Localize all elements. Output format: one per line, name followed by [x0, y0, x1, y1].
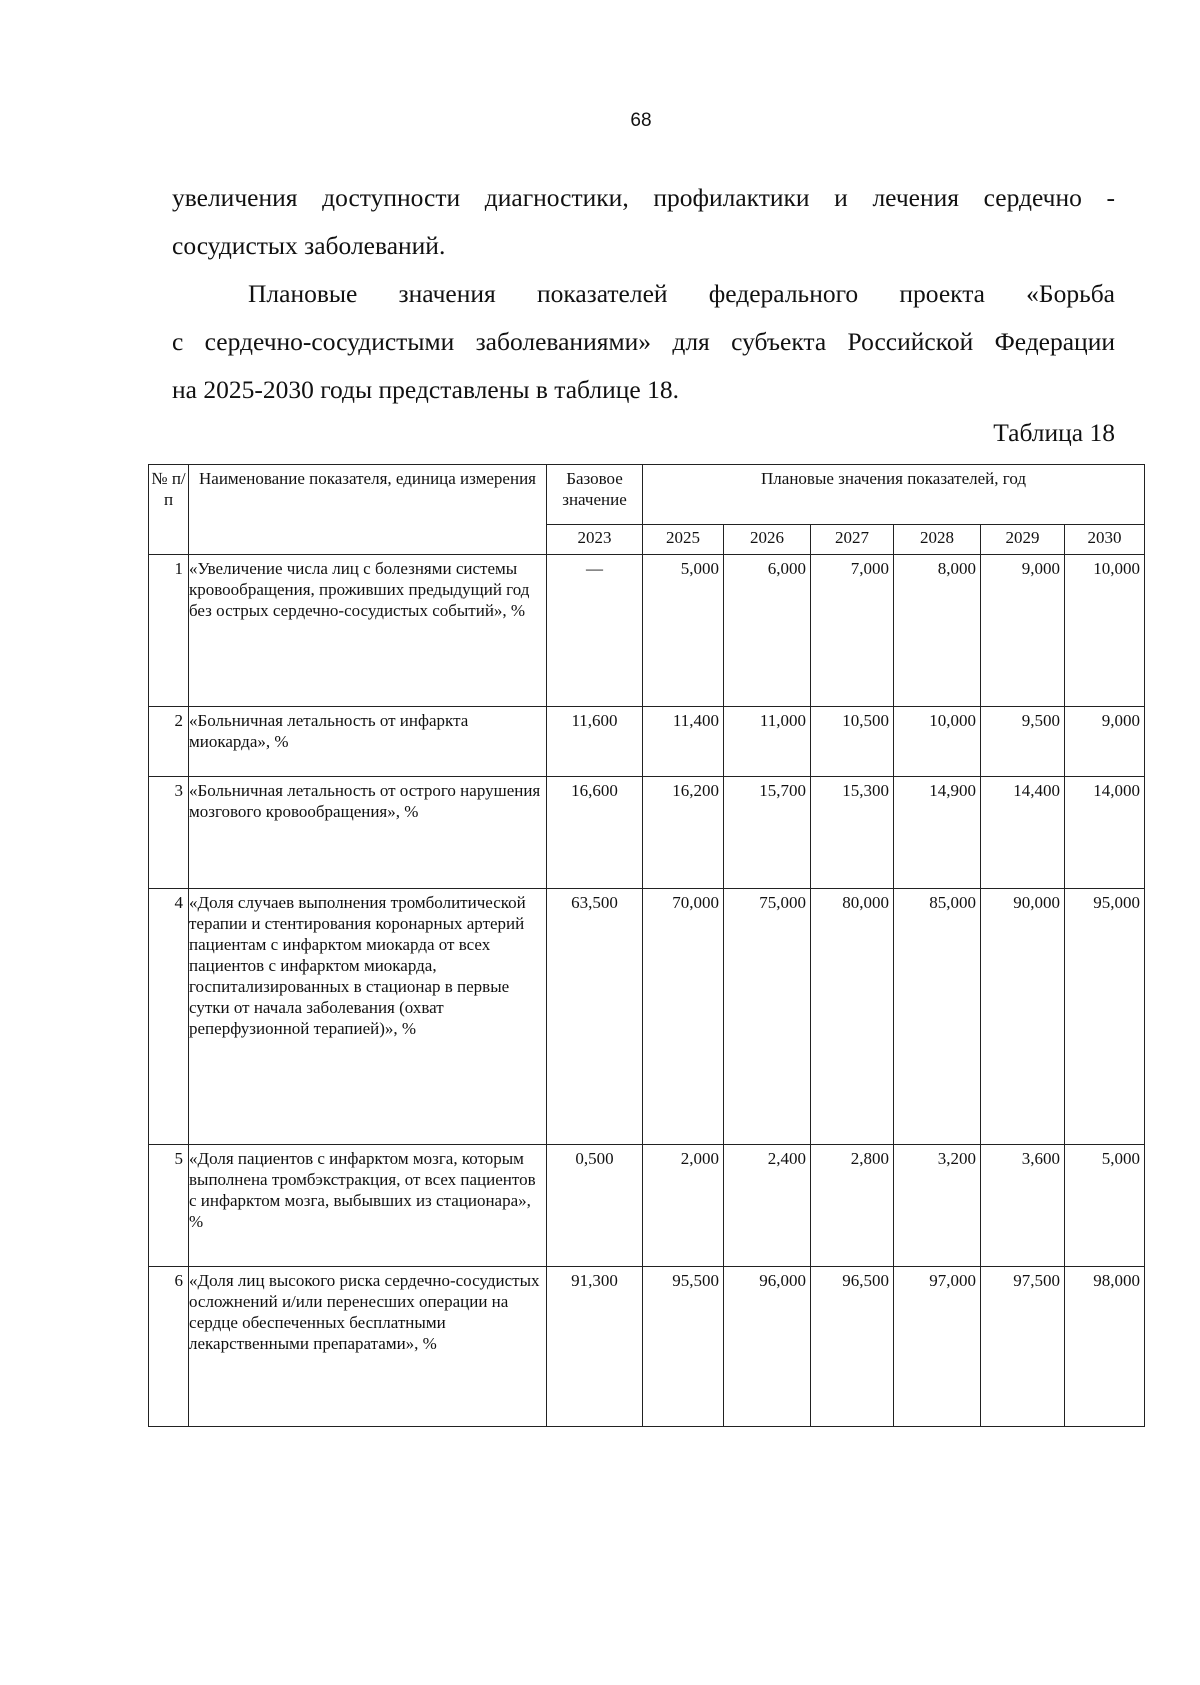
planned-value: 96,000	[724, 1267, 811, 1427]
paragraph-line: сосудистых заболеваний.	[172, 231, 446, 260]
planned-value: 80,000	[811, 889, 894, 1145]
page-number: 68	[630, 110, 652, 131]
indicator-name: «Доля случаев выполнения тромболитической терапии и стентирования коронарных артерий пациентам с инфарктом миокарда от всех пациентов с инфарктом миокарда, госпитализированных в стационар в первые сутки от начала заболевания (охват реперфузионной терапией)», %	[189, 889, 547, 1145]
header-year: 2030	[1065, 525, 1145, 555]
planned-value: 85,000	[894, 889, 981, 1145]
base-value: 0,500	[547, 1145, 643, 1267]
row-number: 3	[149, 777, 189, 889]
table-row	[149, 555, 1145, 707]
planned-value: 97,500	[981, 1267, 1065, 1427]
planned-value: 96,500	[811, 1267, 894, 1427]
indicators-table	[148, 464, 1145, 1427]
header-planned-values: Плановые значения показателей, год	[643, 465, 1145, 525]
planned-value: 10,000	[894, 707, 981, 777]
paragraph-intro	[172, 174, 1115, 270]
indicator-name: «Доля пациентов с инфарктом мозга, которым выполнена тромбэкстракция, от всех пациентов с инфарктом мозга, выбывших из стационара», %	[189, 1145, 547, 1267]
table-row	[149, 777, 1145, 889]
planned-value: 14,900	[894, 777, 981, 889]
row-number: 4	[149, 889, 189, 1145]
planned-value: 9,000	[1065, 707, 1145, 777]
planned-value: 9,500	[981, 707, 1065, 777]
planned-value: 98,000	[1065, 1267, 1145, 1427]
planned-value: 75,000	[724, 889, 811, 1145]
header-base-value: Базовое значение	[547, 465, 643, 525]
paragraph-line: Плановые значения показателей федерального проекта «Борьба	[248, 279, 1115, 308]
header-number: № п/п	[149, 465, 189, 555]
header-year: 2028	[894, 525, 981, 555]
indicator-name: «Увеличение числа лиц с болезнями системы кровообращения, проживших предыдущий год без острых сердечно-сосудистых событий», %	[189, 555, 547, 707]
planned-value: 2,000	[643, 1145, 724, 1267]
row-number: 5	[149, 1145, 189, 1267]
table-row	[149, 707, 1145, 777]
planned-value: 2,800	[811, 1145, 894, 1267]
header-year: 2023	[547, 525, 643, 555]
planned-value: 2,400	[724, 1145, 811, 1267]
planned-value: 5,000	[643, 555, 724, 707]
header-indicator-name: Наименование показателя, единица измерения	[189, 465, 547, 555]
planned-value: 7,000	[811, 555, 894, 707]
paragraph-table-reference	[172, 270, 1115, 414]
planned-value: 97,000	[894, 1267, 981, 1427]
planned-value: 3,600	[981, 1145, 1065, 1267]
planned-value: 8,000	[894, 555, 981, 707]
planned-value: 10,000	[1065, 555, 1145, 707]
indicator-name: «Доля лиц высокого риска сердечно-сосудистых осложнений и/или перенесших операции на сердце обеспеченных бесплатными лекарственными препаратами», %	[189, 1267, 547, 1427]
header-year: 2029	[981, 525, 1065, 555]
planned-value: 14,400	[981, 777, 1065, 889]
paragraph-line: с сердечно-сосудистыми заболеваниями» для субъекта Российской Федерации	[172, 327, 1115, 356]
row-number: 1	[149, 555, 189, 707]
row-number: 2	[149, 707, 189, 777]
header-year: 2027	[811, 525, 894, 555]
indicator-name: «Больничная летальность от инфаркта миокарда», %	[189, 707, 547, 777]
base-value: 11,600	[547, 707, 643, 777]
paragraph-line: на 2025-2030 годы представлены в таблице 18.	[172, 375, 679, 404]
planned-value: 6,000	[724, 555, 811, 707]
planned-value: 70,000	[643, 889, 724, 1145]
planned-value: 10,500	[811, 707, 894, 777]
planned-value: 3,200	[894, 1145, 981, 1267]
planned-value: 9,000	[981, 555, 1065, 707]
header-year: 2025	[643, 525, 724, 555]
base-value: 16,600	[547, 777, 643, 889]
base-value: —	[547, 555, 643, 707]
planned-value: 14,000	[1065, 777, 1145, 889]
planned-value: 5,000	[1065, 1145, 1145, 1267]
planned-value: 15,700	[724, 777, 811, 889]
indicator-name: «Больничная летальность от острого нарушения мозгового кровообращения», %	[189, 777, 547, 889]
planned-value: 16,200	[643, 777, 724, 889]
paragraph-line: увеличения доступности диагностики, профилактики и лечения сердечно -	[172, 183, 1115, 212]
row-number: 6	[149, 1267, 189, 1427]
planned-value: 95,500	[643, 1267, 724, 1427]
header-year: 2026	[724, 525, 811, 555]
planned-value: 90,000	[981, 889, 1065, 1145]
base-value: 63,500	[547, 889, 643, 1145]
planned-value: 11,000	[724, 707, 811, 777]
table-row	[149, 1145, 1145, 1267]
table-row	[149, 1267, 1145, 1427]
planned-value: 11,400	[643, 707, 724, 777]
table-caption: Таблица 18	[993, 418, 1115, 447]
table-row	[149, 889, 1145, 1145]
planned-value: 15,300	[811, 777, 894, 889]
planned-value: 95,000	[1065, 889, 1145, 1145]
base-value: 91,300	[547, 1267, 643, 1427]
